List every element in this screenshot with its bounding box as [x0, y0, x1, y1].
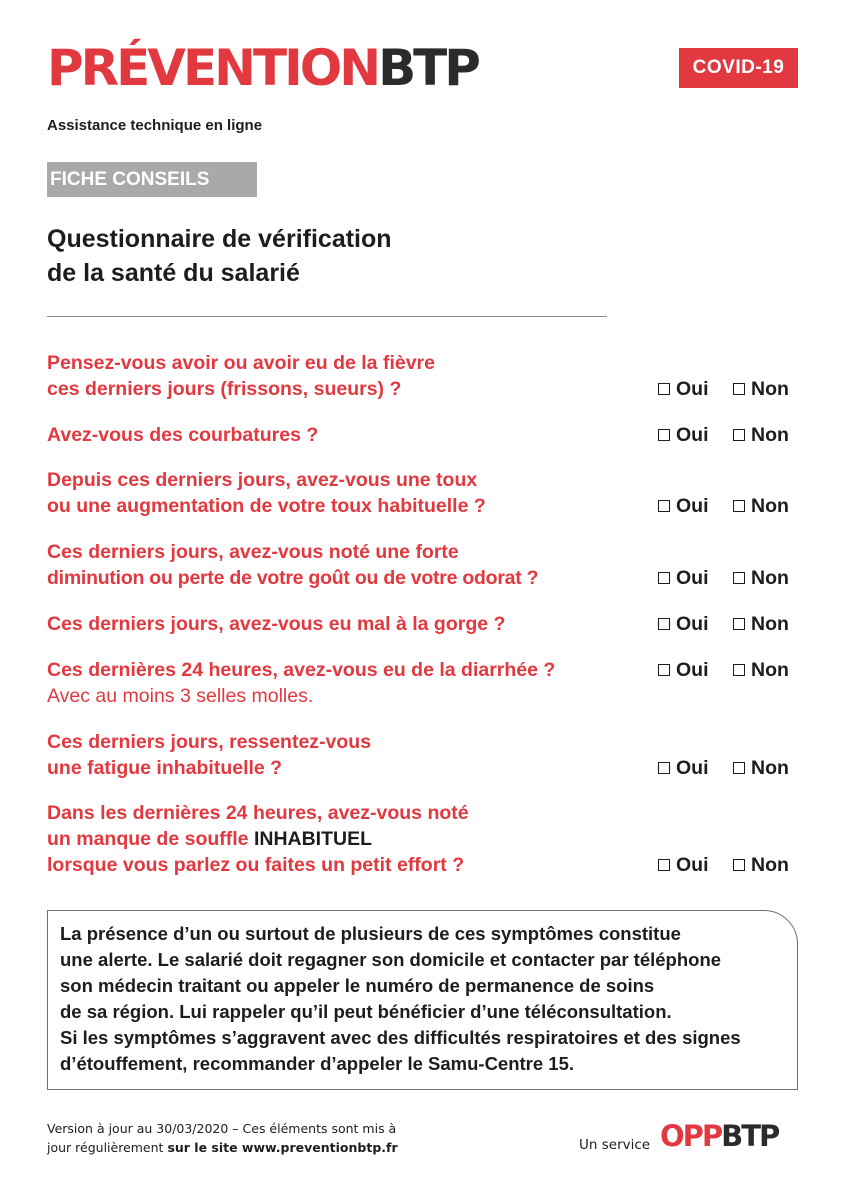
question-note: Avec au moins 3 selles molles. [47, 685, 314, 707]
non-checkbox[interactable] [733, 376, 789, 402]
checkbox-icon [658, 859, 670, 871]
answer-group-4 [658, 565, 808, 591]
oui-label: Oui [676, 495, 709, 517]
oui-checkbox[interactable] [658, 376, 709, 402]
answer-group-1 [658, 376, 808, 402]
service-label: Un service [579, 1137, 651, 1153]
question-text: Ces derniers jours, ressentez-vous [47, 731, 372, 753]
alert-line: La présence d’un ou surtout de plusieurs de ces symptômes constitue [60, 923, 681, 944]
oui-checkbox[interactable] [658, 493, 709, 519]
answer-group-3 [658, 493, 808, 519]
checkbox-icon [733, 859, 745, 871]
footer-prefix: jour régulièrement [47, 1140, 168, 1155]
preventionbtp-logo [47, 38, 478, 98]
subtitle: Assistance technique en ligne [47, 117, 263, 134]
logo-btp: BTP [378, 39, 478, 97]
covid-badge: COVID-19 [679, 48, 798, 88]
question-text: un manque de souffle [47, 828, 254, 850]
checkbox-icon [658, 664, 670, 676]
checkbox-icon [733, 572, 745, 584]
oui-checkbox[interactable] [658, 755, 709, 781]
website-link[interactable]: sur le site www.preventionbtp.fr [167, 1140, 398, 1155]
question-text: ou une augmentation de votre toux habituelle ? [47, 495, 486, 517]
checkbox-icon [733, 618, 745, 630]
checkbox-icon [733, 429, 745, 441]
non-label: Non [751, 378, 789, 400]
checkbox-icon [658, 429, 670, 441]
non-checkbox[interactable] [733, 755, 789, 781]
oui-label: Oui [676, 659, 709, 681]
logo-opp: OPP [660, 1119, 722, 1153]
title-line-2: de la santé du salarié [47, 259, 300, 287]
non-label: Non [751, 757, 789, 779]
non-label: Non [751, 495, 789, 517]
question-text: lorsque vous parlez ou faites un petit effort ? [47, 854, 465, 876]
non-checkbox[interactable] [733, 565, 789, 591]
checkbox-icon [733, 500, 745, 512]
answer-group-8 [658, 852, 808, 878]
question-3 [47, 467, 647, 519]
non-label: Non [751, 567, 789, 589]
checkbox-icon [658, 500, 670, 512]
non-label: Non [751, 424, 789, 446]
non-label: Non [751, 659, 789, 681]
question-text: Ces derniers jours, avez-vous noté une forte [47, 541, 459, 563]
oui-checkbox[interactable] [658, 565, 709, 591]
non-checkbox[interactable] [733, 657, 789, 683]
checkbox-icon [733, 664, 745, 676]
question-text: Dans les dernières 24 heures, avez-vous noté [47, 802, 469, 824]
oui-checkbox[interactable] [658, 422, 709, 448]
answer-group-2 [658, 422, 808, 448]
answer-group-5 [658, 611, 808, 637]
alert-line: de sa région. Lui rappeler qu’il peut bénéficier d’une téléconsultation. [60, 1001, 672, 1022]
footer-line-2 [47, 1138, 398, 1157]
question-text: Avez-vous des courbatures ? [47, 424, 319, 446]
alert-line: son médecin traitant ou appeler le numéro de permanence de soins [60, 975, 655, 996]
oppbtp-logo [660, 1118, 778, 1154]
question-6 [47, 657, 647, 709]
oui-checkbox[interactable] [658, 657, 709, 683]
question-8 [47, 800, 647, 878]
question-text: diminution ou perte de votre goût ou de votre odorat ? [47, 567, 539, 589]
question-text: Depuis ces derniers jours, avez-vous une toux [47, 469, 478, 491]
alert-line: une alerte. Le salarié doit regagner son domicile et contacter par téléphone [60, 949, 722, 970]
section-label: FICHE CONSEILS [47, 162, 257, 197]
footer-version [47, 1119, 398, 1157]
answer-group-6 [658, 657, 808, 683]
alert-line: d’étouffement, recommander d’appeler le Samu-Centre 15. [60, 1053, 575, 1074]
oui-label: Oui [676, 613, 709, 635]
oui-label: Oui [676, 378, 709, 400]
question-text: Ces dernières 24 heures, avez-vous eu de la diarrhée ? [47, 659, 556, 681]
logo-btp-footer: BTP [721, 1119, 779, 1153]
question-text-line [47, 826, 647, 852]
question-1 [47, 350, 647, 402]
oui-label: Oui [676, 567, 709, 589]
non-checkbox[interactable] [733, 611, 789, 637]
non-checkbox[interactable] [733, 852, 789, 878]
checkbox-icon [658, 618, 670, 630]
question-2 [47, 422, 647, 448]
question-5 [47, 611, 647, 637]
non-checkbox[interactable] [733, 493, 789, 519]
checkbox-icon [658, 762, 670, 774]
page-title [47, 222, 392, 290]
checkbox-icon [658, 572, 670, 584]
alert-line: Si les symptômes s’aggravent avec des difficultés respiratoires et des signes [60, 1027, 741, 1048]
oui-checkbox[interactable] [658, 852, 709, 878]
question-text: Pensez-vous avoir ou avoir eu de la fièvre [47, 352, 435, 374]
checkbox-icon [733, 383, 745, 395]
answer-group-7 [658, 755, 808, 781]
non-label: Non [751, 854, 789, 876]
oui-label: Oui [676, 854, 709, 876]
question-7 [47, 729, 647, 781]
oui-checkbox[interactable] [658, 611, 709, 637]
non-label: Non [751, 613, 789, 635]
title-line-1: Questionnaire de vérification [47, 225, 392, 253]
oui-label: Oui [676, 424, 709, 446]
question-text: Ces derniers jours, avez-vous eu mal à la gorge ? [47, 613, 506, 635]
question-text: une fatigue inhabituelle ? [47, 757, 283, 779]
emphasis-text: INHABITUEL [253, 828, 373, 850]
question-text: ces derniers jours (frissons, sueurs) ? [47, 378, 402, 400]
non-checkbox[interactable] [733, 422, 789, 448]
oui-label: Oui [676, 757, 709, 779]
divider [47, 316, 607, 317]
checkbox-icon [733, 762, 745, 774]
footer-line-1: Version à jour au 30/03/2020 – Ces éléments sont mis à [47, 1121, 397, 1136]
checkbox-icon [658, 383, 670, 395]
alert-box [47, 910, 798, 1090]
question-4 [47, 539, 647, 591]
logo-prevention: PRÉVENTION [47, 39, 379, 97]
